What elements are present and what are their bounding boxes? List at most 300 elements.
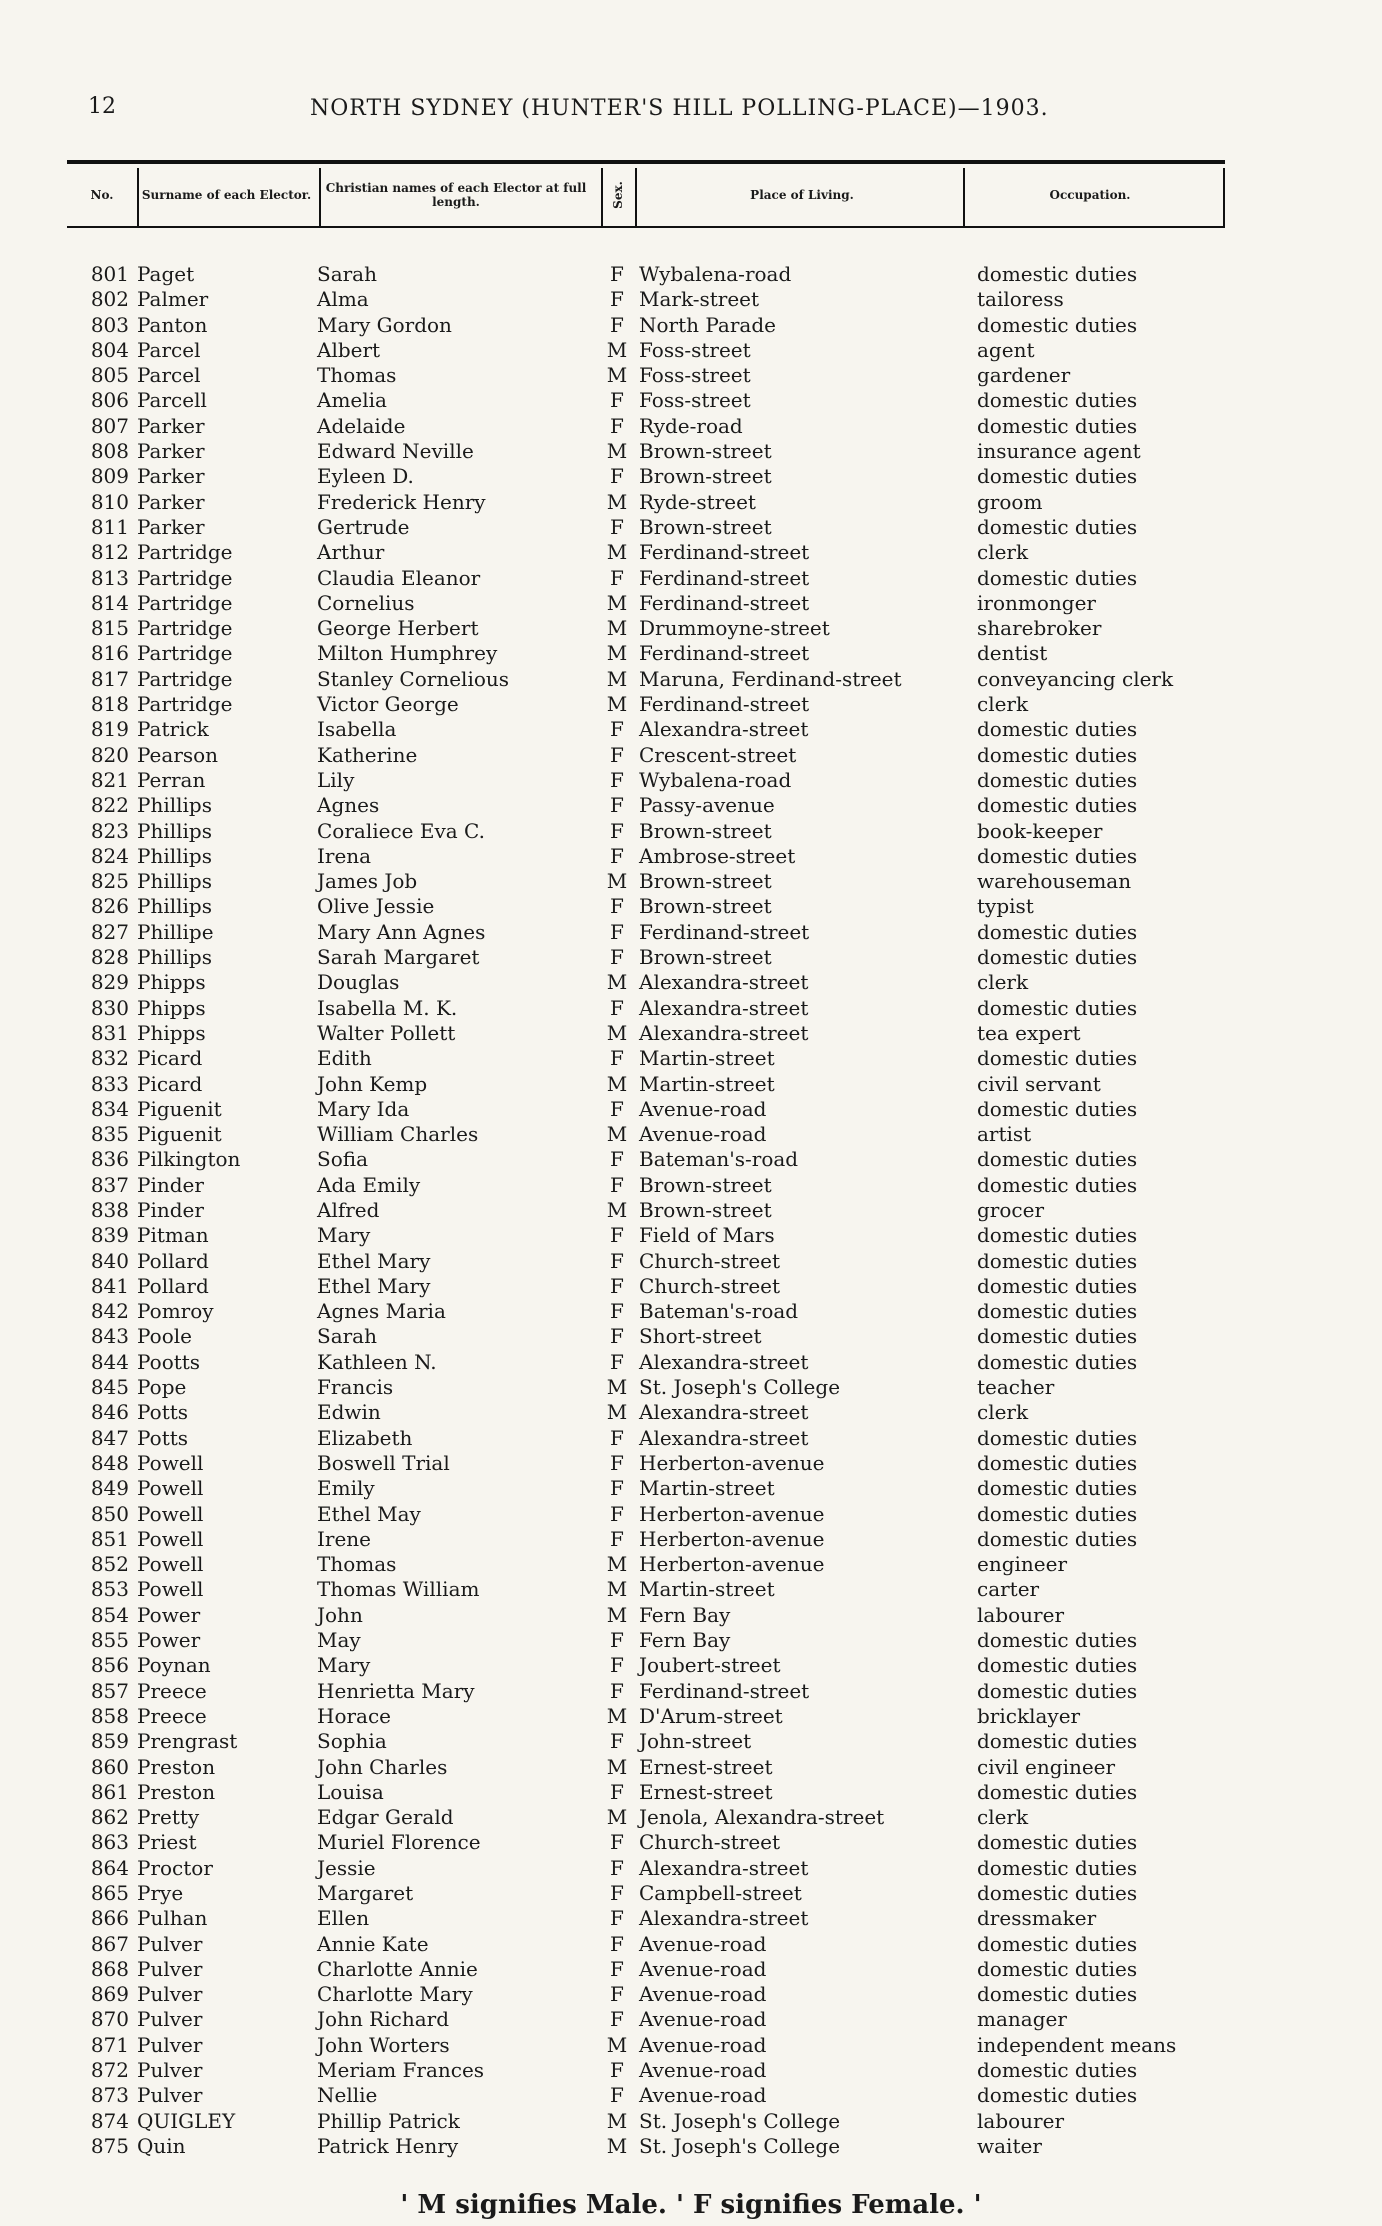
elector-occupation: bricklayer <box>977 1703 1081 1728</box>
table-row <box>67 1426 1225 1451</box>
elector-sex: F <box>610 312 624 337</box>
table-row <box>67 1249 1225 1274</box>
elector-sex: F <box>610 1678 624 1703</box>
table-row <box>67 388 1225 413</box>
elector-place: Alexandra-street <box>639 1400 809 1425</box>
elector-sex: F <box>610 1830 624 1855</box>
elector-sex: F <box>610 1248 624 1273</box>
elector-number: 840 <box>90 1248 129 1273</box>
elector-number: 834 <box>90 1096 129 1121</box>
elector-christian-names: Thomas William <box>317 1577 480 1602</box>
elector-christian-names: Sophia <box>317 1729 387 1754</box>
elector-place: Alexandra-street <box>639 1855 809 1880</box>
elector-sex: F <box>610 1450 624 1475</box>
elector-number: 853 <box>90 1577 129 1602</box>
elector-christian-names: Amelia <box>317 388 387 413</box>
table-row <box>67 1350 1225 1375</box>
table-row <box>67 1046 1225 1071</box>
elector-sex: F <box>610 818 624 843</box>
elector-sex: F <box>610 1628 624 1653</box>
elector-place: Ryde-street <box>639 489 756 514</box>
elector-sex: F <box>610 1729 624 1754</box>
elector-occupation: domestic duties <box>977 565 1138 590</box>
elector-number: 816 <box>90 641 129 666</box>
elector-christian-names: Ethel May <box>317 1501 421 1526</box>
elector-christian-names: Arthur <box>317 540 385 565</box>
elector-number: 831 <box>90 1020 129 1045</box>
table-row <box>67 2134 1225 2159</box>
elector-christian-names: Elizabeth <box>317 1425 413 1450</box>
elector-christian-names: Kathleen N. <box>317 1349 437 1374</box>
elector-number: 805 <box>90 363 129 388</box>
elector-number: 871 <box>90 2032 129 2057</box>
elector-number: 812 <box>90 540 129 565</box>
elector-number: 836 <box>90 1147 129 1172</box>
elector-sex: M <box>606 540 628 565</box>
elector-number: 863 <box>90 1830 129 1855</box>
page-number: 12 <box>88 94 116 119</box>
elector-christian-names: Olive Jessie <box>317 894 435 919</box>
elector-christian-names: Victor George <box>317 692 459 717</box>
elector-christian-names: Edward Neville <box>317 439 474 464</box>
elector-number: 822 <box>90 793 129 818</box>
elector-sex: F <box>610 742 624 767</box>
elector-sex: F <box>610 1324 624 1349</box>
elector-sex: M <box>606 869 628 894</box>
elector-occupation: civil servant <box>977 1071 1101 1096</box>
elector-occupation: domestic duties <box>977 1172 1138 1197</box>
elector-occupation: domestic duties <box>977 1678 1138 1703</box>
elector-occupation: domestic duties <box>977 1299 1138 1324</box>
elector-sex: M <box>606 1754 628 1779</box>
elector-number: 832 <box>90 1046 129 1071</box>
elector-place: Ernest-street <box>639 1779 773 1804</box>
elector-occupation: domestic duties <box>977 1096 1138 1121</box>
elector-number: 809 <box>90 464 129 489</box>
elector-number: 821 <box>90 767 129 792</box>
elector-sex: F <box>610 2007 624 2032</box>
elector-place: Church-street <box>639 1248 781 1273</box>
elector-surname: Perran <box>137 767 206 792</box>
elector-christian-names: Ada Emily <box>317 1172 421 1197</box>
elector-number: 820 <box>90 742 129 767</box>
elector-occupation: insurance agent <box>977 439 1141 464</box>
elector-surname: Pulver <box>137 2083 203 2108</box>
elector-surname: Palmer <box>137 287 209 312</box>
elector-occupation: clerk <box>977 692 1029 717</box>
elector-place: Ryde-road <box>639 413 743 438</box>
elector-surname: Parcel <box>137 363 201 388</box>
table-row <box>67 287 1225 312</box>
table-row <box>67 1805 1225 1830</box>
elector-place: Herberton-avenue <box>639 1450 825 1475</box>
elector-number: 830 <box>90 995 129 1020</box>
elector-place: Foss-street <box>639 337 751 362</box>
elector-surname: Proctor <box>137 1855 213 1880</box>
elector-christian-names: Katherine <box>317 742 418 767</box>
elector-sex: F <box>610 1349 624 1374</box>
table-row <box>67 490 1225 515</box>
elector-place: Ferdinand-street <box>639 919 810 944</box>
elector-place: Avenue-road <box>639 2058 767 2083</box>
elector-surname: Powell <box>137 1450 204 1475</box>
elector-christian-names: Mary Gordon <box>317 312 452 337</box>
elector-occupation: domestic duties <box>977 1881 1138 1905</box>
elector-christian-names: Mary Ida <box>317 1096 410 1121</box>
elector-surname: Phillips <box>137 843 212 868</box>
elector-surname: Pulver <box>137 1982 203 2007</box>
table-row <box>67 262 1225 287</box>
elector-sex: F <box>610 1172 624 1197</box>
elector-place: Alexandra-street <box>639 970 809 995</box>
elector-place: Fern Bay <box>639 1628 731 1653</box>
table-row <box>67 1021 1225 1046</box>
table-row <box>67 2058 1225 2083</box>
elector-sex: F <box>610 945 624 970</box>
table-row <box>67 1375 1225 1400</box>
elector-sex: F <box>610 262 624 286</box>
elector-number: 835 <box>90 1122 129 1147</box>
elector-place: Ferdinand-street <box>639 540 810 565</box>
elector-occupation: domestic duties <box>977 1628 1138 1653</box>
elector-surname: Phillips <box>137 793 212 818</box>
elector-surname: Panton <box>137 312 208 337</box>
elector-place: Maruna, Ferdinand-street <box>639 666 902 691</box>
elector-number: 872 <box>90 2058 129 2083</box>
elector-surname: Pretty <box>137 1805 200 1830</box>
elector-christian-names: Alfred <box>317 1197 380 1222</box>
table-row <box>67 1856 1225 1881</box>
table-row <box>67 1679 1225 1704</box>
elector-place: Foss-street <box>639 363 751 388</box>
elector-occupation: domestic duties <box>977 1526 1138 1551</box>
elector-sex: M <box>606 1197 628 1222</box>
table-row <box>67 793 1225 818</box>
elector-surname: Partridge <box>137 666 233 691</box>
elector-place: Martin-street <box>639 1476 775 1501</box>
elector-surname: Parker <box>137 464 205 489</box>
elector-sex: F <box>610 919 624 944</box>
column-header-no: No. <box>90 188 114 202</box>
elector-surname: Powell <box>137 1552 204 1577</box>
elector-surname: Prye <box>137 1881 184 1905</box>
elector-sex: M <box>606 666 628 691</box>
elector-number: 826 <box>90 894 129 919</box>
elector-place: Jenola, Alexandra-street <box>639 1805 885 1830</box>
elector-surname: Pollard <box>137 1273 209 1298</box>
elector-surname: Phillipe <box>137 919 214 944</box>
elector-surname: Pulhan <box>137 1906 208 1931</box>
elector-occupation: domestic duties <box>977 1653 1138 1678</box>
elector-number: 860 <box>90 1754 129 1779</box>
elector-place: Avenue-road <box>639 2032 767 2057</box>
table-row <box>67 1628 1225 1653</box>
elector-place: Wybalena-road <box>639 767 792 792</box>
elector-surname: Pootts <box>137 1349 201 1374</box>
elector-place: Avenue-road <box>639 2007 767 2032</box>
elector-occupation: domestic duties <box>977 1248 1138 1273</box>
elector-occupation: agent <box>977 337 1035 362</box>
elector-sex: F <box>610 1501 624 1526</box>
elector-occupation: conveyancing clerk <box>977 666 1174 691</box>
elector-surname: Partridge <box>137 692 233 717</box>
table-row <box>67 1097 1225 1122</box>
elector-place: Brown-street <box>639 894 772 919</box>
table-row <box>67 1830 1225 1855</box>
table-row <box>67 717 1225 742</box>
elector-place: Herberton-avenue <box>639 1552 825 1577</box>
elector-christian-names: Thomas <box>317 1552 397 1577</box>
elector-surname: Potts <box>137 1400 189 1425</box>
elector-christian-names: William Charles <box>317 1122 479 1147</box>
elector-surname: Parker <box>137 439 205 464</box>
elector-surname: Preece <box>137 1703 207 1728</box>
elector-place: Fern Bay <box>639 1602 731 1627</box>
elector-surname: Prengrast <box>137 1729 238 1754</box>
table-row <box>67 1451 1225 1476</box>
elector-surname: Partridge <box>137 565 233 590</box>
elector-sex: F <box>610 767 624 792</box>
elector-surname: Pilkington <box>137 1147 241 1172</box>
elector-occupation: gardener <box>977 363 1071 388</box>
elector-number: 804 <box>90 337 129 362</box>
table-row <box>67 1147 1225 1172</box>
elector-occupation: artist <box>977 1122 1032 1147</box>
elector-occupation: domestic duties <box>977 742 1138 767</box>
elector-surname: Pulver <box>137 2007 203 2032</box>
elector-surname: Phipps <box>137 995 206 1020</box>
elector-place: Ambrose-street <box>639 843 796 868</box>
elector-surname: Paget <box>137 262 195 286</box>
elector-sex: F <box>610 793 624 818</box>
elector-place: Avenue-road <box>639 1956 767 1981</box>
elector-christian-names: John Charles <box>317 1754 448 1779</box>
elector-sex: M <box>606 970 628 995</box>
elector-surname: Piguenit <box>137 1096 222 1121</box>
table-row <box>67 1223 1225 1248</box>
elector-sex: M <box>606 1552 628 1577</box>
table-row <box>67 1324 1225 1349</box>
table-row <box>67 2007 1225 2032</box>
elector-christian-names: Mary <box>317 1653 371 1678</box>
elector-occupation: typist <box>977 894 1034 919</box>
elector-occupation: domestic duties <box>977 717 1138 742</box>
elector-surname: Preston <box>137 1779 216 1804</box>
elector-place: Avenue-road <box>639 1122 767 1147</box>
elector-number: 801 <box>90 262 129 286</box>
elector-place: Field of Mars <box>639 1223 775 1248</box>
elector-christian-names: Ethel Mary <box>317 1248 431 1273</box>
elector-sex: F <box>610 1855 624 1880</box>
elector-sex: F <box>610 464 624 489</box>
elector-occupation: domestic duties <box>977 1349 1138 1374</box>
elector-surname: Partridge <box>137 540 233 565</box>
table-row <box>67 1932 1225 1957</box>
table-row <box>67 2109 1225 2134</box>
elector-christian-names: Isabella M. K. <box>317 995 458 1020</box>
elector-sex: F <box>610 1779 624 1804</box>
elector-occupation: dressmaker <box>977 1906 1097 1931</box>
elector-number: 817 <box>90 666 129 691</box>
elector-christian-names: Muriel Florence <box>317 1830 481 1855</box>
elector-surname: Pulver <box>137 1931 203 1956</box>
elector-number: 845 <box>90 1375 129 1400</box>
column-header-occupation: Occupation. <box>1049 188 1131 202</box>
elector-sex: F <box>610 717 624 742</box>
elector-christian-names: John <box>317 1602 363 1627</box>
elector-number: 815 <box>90 616 129 641</box>
elector-number: 867 <box>90 1931 129 1956</box>
elector-christian-names: Milton Humphrey <box>317 641 498 666</box>
table-row <box>67 313 1225 338</box>
elector-place: Avenue-road <box>639 2083 767 2108</box>
elector-place: Brown-street <box>639 439 772 464</box>
elector-sex: F <box>610 287 624 312</box>
elector-sex: F <box>610 565 624 590</box>
elector-occupation: domestic duties <box>977 1830 1138 1855</box>
elector-occupation: domestic duties <box>977 1729 1138 1754</box>
elector-occupation: domestic duties <box>977 1273 1138 1298</box>
elector-place: D'Arum-street <box>639 1703 783 1728</box>
elector-occupation: clerk <box>977 1400 1029 1425</box>
elector-sex: F <box>610 1906 624 1931</box>
elector-number: 873 <box>90 2083 129 2108</box>
elector-christian-names: Sarah <box>317 1324 377 1349</box>
elector-occupation: domestic duties <box>977 1501 1138 1526</box>
elector-christian-names: Margaret <box>317 1881 414 1905</box>
elector-place: St. Joseph's College <box>639 2133 841 2158</box>
elector-christian-names: Stanley Cornelious <box>317 666 510 691</box>
table-row <box>67 1072 1225 1097</box>
elector-occupation: labourer <box>977 1602 1065 1627</box>
elector-place: Ferdinand-street <box>639 1678 810 1703</box>
elector-sex: M <box>606 1400 628 1425</box>
elector-surname: Phillips <box>137 894 212 919</box>
elector-sex: M <box>606 1602 628 1627</box>
table-row <box>67 996 1225 1021</box>
elector-place: Mark-street <box>639 287 760 312</box>
table-row <box>67 1780 1225 1805</box>
table-row <box>67 1527 1225 1552</box>
table-row <box>67 1577 1225 1602</box>
table-row <box>67 1476 1225 1501</box>
table-row <box>67 743 1225 768</box>
elector-place: North Parade <box>639 312 776 337</box>
elector-sex: M <box>606 337 628 362</box>
elector-surname: Poole <box>137 1324 192 1349</box>
elector-occupation: clerk <box>977 540 1029 565</box>
elector-occupation: domestic duties <box>977 767 1138 792</box>
column-header-christian-names: Christian names of each Elector at full length. <box>325 181 587 209</box>
elector-place: Church-street <box>639 1830 781 1855</box>
elector-occupation: domestic duties <box>977 793 1138 818</box>
elector-number: 825 <box>90 869 129 894</box>
elector-christian-names: May <box>317 1628 361 1653</box>
elector-sex: F <box>610 1223 624 1248</box>
elector-sex: M <box>606 2133 628 2158</box>
table-row <box>67 363 1225 388</box>
elector-number: 810 <box>90 489 129 514</box>
elector-sex: M <box>606 1122 628 1147</box>
elector-number: 818 <box>90 692 129 717</box>
table-row <box>67 1299 1225 1324</box>
column-header-place: Place of Living. <box>750 188 854 202</box>
elector-sex: M <box>606 1805 628 1830</box>
elector-occupation: carter <box>977 1577 1040 1602</box>
elector-occupation: civil engineer <box>977 1754 1116 1779</box>
table-row <box>67 819 1225 844</box>
table-row <box>67 1982 1225 2007</box>
table-row <box>67 1274 1225 1299</box>
elector-christian-names: Henrietta Mary <box>317 1678 475 1703</box>
elector-number: 833 <box>90 1071 129 1096</box>
column-header-sex: Sex. <box>610 181 625 209</box>
elector-surname: Powell <box>137 1526 204 1551</box>
elector-surname: Pollard <box>137 1248 209 1273</box>
elector-surname: Pearson <box>137 742 219 767</box>
elector-surname: Preece <box>137 1678 207 1703</box>
elector-surname: Piguenit <box>137 1122 222 1147</box>
table-row <box>67 1173 1225 1198</box>
table-row <box>67 692 1225 717</box>
elector-surname: Preston <box>137 1754 216 1779</box>
table-row <box>67 641 1225 666</box>
table-row <box>67 1704 1225 1729</box>
footnote: ' M signifies Male. ' F signifies Female. ' <box>400 2190 982 2220</box>
elector-christian-names: Mary <box>317 1223 371 1248</box>
elector-christian-names: Adelaide <box>317 413 406 438</box>
elector-surname: Phillips <box>137 869 212 894</box>
elector-occupation: dentist <box>977 641 1048 666</box>
elector-number: 862 <box>90 1805 129 1830</box>
elector-sex: F <box>610 843 624 868</box>
elector-surname: Pinder <box>137 1172 204 1197</box>
elector-occupation: domestic duties <box>977 2083 1138 2108</box>
elector-christian-names: Nellie <box>317 2083 378 2108</box>
elector-place: Brown-street <box>639 818 772 843</box>
elector-surname: Parcel <box>137 337 201 362</box>
table-row <box>67 439 1225 464</box>
elector-christian-names: Sofia <box>317 1147 369 1172</box>
elector-christian-names: Louisa <box>317 1779 384 1804</box>
elector-surname: Parker <box>137 489 205 514</box>
elector-number: 852 <box>90 1552 129 1577</box>
elector-number: 806 <box>90 388 129 413</box>
elector-occupation: domestic duties <box>977 262 1138 286</box>
elector-surname: Power <box>137 1628 201 1653</box>
elector-sex: M <box>606 2032 628 2057</box>
elector-christian-names: Meriam Frances <box>317 2058 485 2083</box>
elector-sex: F <box>610 1299 624 1324</box>
table-row <box>67 894 1225 919</box>
elector-occupation: tailoress <box>977 287 1064 312</box>
elector-christian-names: Emily <box>317 1476 375 1501</box>
elector-number: 823 <box>90 818 129 843</box>
elector-surname: Partridge <box>137 590 233 615</box>
elector-sex: F <box>610 2058 624 2083</box>
column-header-surname: Surname of each Elector. <box>141 188 312 202</box>
elector-christian-names: George Herbert <box>317 616 479 641</box>
elector-christian-names: John Worters <box>317 2032 450 2057</box>
elector-number: 846 <box>90 1400 129 1425</box>
elector-place: Herberton-avenue <box>639 1526 825 1551</box>
table-row <box>67 667 1225 692</box>
elector-christian-names: Charlotte Annie <box>317 1956 478 1981</box>
elector-christian-names: Eyleen D. <box>317 464 414 489</box>
elector-place: Alexandra-street <box>639 1349 809 1374</box>
elector-sex: F <box>610 1476 624 1501</box>
elector-surname: Picard <box>137 1071 203 1096</box>
